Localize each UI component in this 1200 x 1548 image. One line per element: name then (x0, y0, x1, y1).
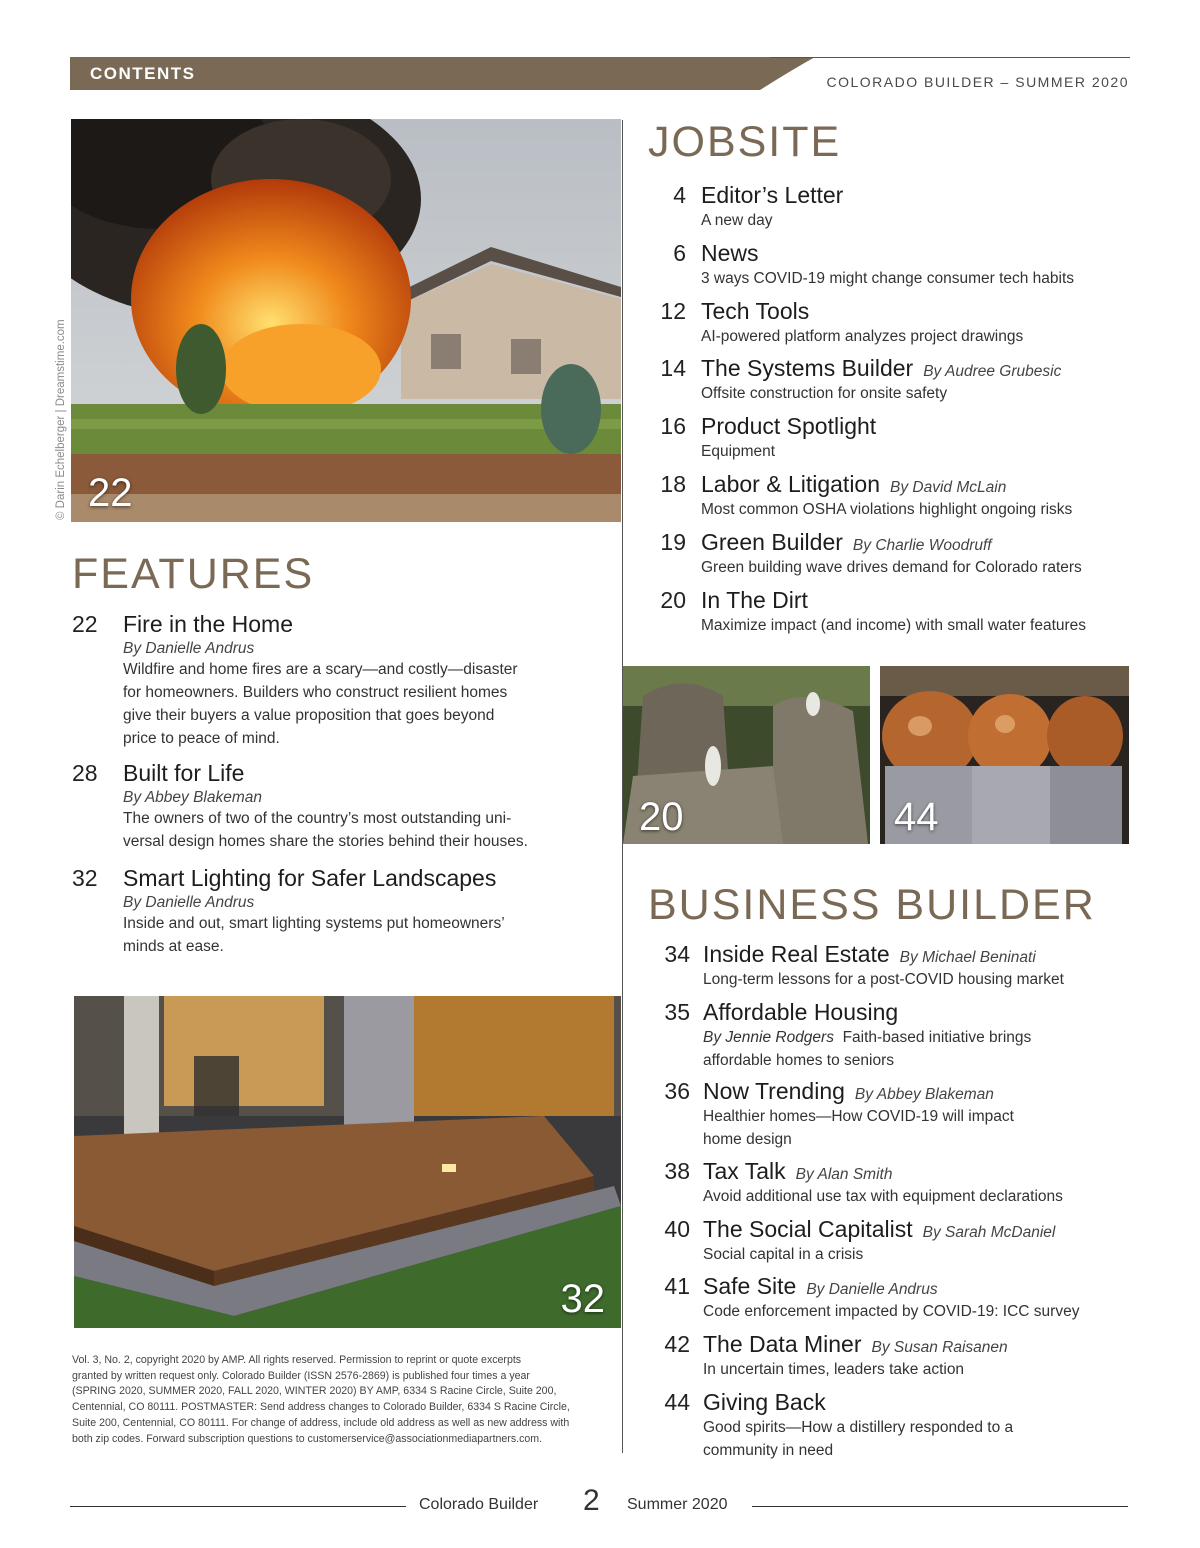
business-author: By Jennie Rodgers (703, 1029, 834, 1046)
business-page-number: 42 (664, 1331, 690, 1357)
business-author: By Danielle Andrus (806, 1281, 938, 1298)
jobsite-description: Offsite construction for onsite safety (701, 385, 948, 403)
business-page-number: 35 (664, 999, 690, 1025)
business-title-line (703, 1158, 1130, 1185)
jobsite-entry (650, 471, 1130, 521)
distillery-photo (880, 666, 1129, 844)
feature-body (123, 760, 592, 853)
business-title-line (703, 1389, 1130, 1416)
jobsite-entry (650, 240, 1130, 290)
business-title: Now Trending (703, 1078, 845, 1104)
jobsite-page-number: 6 (673, 239, 686, 266)
jobsite-body (701, 529, 1130, 579)
business-title: Giving Back (703, 1389, 826, 1415)
jobsite-body (701, 298, 1130, 348)
fire-photo-page-number: 22 (88, 471, 133, 515)
business-description-line: community in need (703, 1442, 834, 1459)
feature-body (123, 865, 592, 958)
jobsite-page-number: 20 (660, 586, 686, 613)
business-entry (650, 941, 1130, 991)
feature-description-line: The owners of two of the country’s most outstanding uni- (123, 810, 512, 827)
jobsite-entry (650, 355, 1130, 405)
feature-title: Built for Life (123, 760, 245, 786)
jobsite-title-line (701, 587, 1130, 614)
business-description-line: Code enforcement impacted by COVID-19: ICC survey (703, 1303, 1080, 1320)
jobsite-title-line (701, 413, 1130, 440)
business-body (703, 999, 1130, 1072)
feature-page-number: 22 (72, 611, 98, 637)
business-title: Inside Real Estate (703, 941, 890, 967)
jobsite-title-line (701, 298, 1130, 325)
business-author: By Susan Raisanen (871, 1339, 1008, 1356)
business-entry (650, 1078, 1130, 1151)
jobsite-description: A new day (701, 212, 773, 229)
footer-magazine-name: Colorado Builder (419, 1496, 539, 1513)
jobsite-body (701, 182, 1130, 232)
jobsite-body (701, 471, 1130, 521)
feature-entry (72, 760, 592, 853)
feature-entry (72, 865, 592, 958)
feature-byline: By Danielle Andrus (123, 894, 255, 911)
contents-label: CONTENTS (90, 64, 196, 83)
fineprint-line: Vol. 3, No. 2, copyright 2020 by AMP. All rights reserved. Permission to reprint or quote excerpts (72, 1354, 522, 1366)
fineprint-line: Centennial, CO 80111. POSTMASTER: Send address changes to Colorado Builder, 6334 S Racine Circle, (72, 1401, 570, 1414)
business-author: By Michael Beninati (899, 949, 1036, 966)
jobsite-title: Product Spotlight (701, 413, 877, 440)
jobsite-title-line (701, 182, 1130, 209)
business-description-line: Healthier homes—How COVID-19 will impact (703, 1108, 1014, 1125)
business-title: Tax Talk (703, 1158, 786, 1184)
business-description-line: Good spirits—How a distillery responded to a (703, 1419, 1014, 1436)
distillery-photo-page-number: 44 (894, 795, 939, 839)
business-description-line: affordable homes to seniors (703, 1052, 894, 1069)
feature-byline: By Danielle Andrus (123, 640, 255, 657)
business-description-line: Avoid additional use tax with equipment declarations (703, 1188, 1063, 1205)
business-body (703, 1389, 1130, 1462)
business-builder-title: BUSINESS BUILDER (648, 881, 1096, 929)
business-page-number: 36 (664, 1078, 690, 1104)
jobsite-body (701, 240, 1130, 290)
business-page-number: 40 (664, 1216, 690, 1242)
business-page-number: 34 (664, 941, 690, 967)
jobsite-description: Equipment (701, 443, 776, 461)
jobsite-entry (650, 182, 1130, 232)
jobsite-title: Green Builder (701, 528, 843, 555)
business-page-number: 38 (664, 1158, 690, 1184)
fire-photo (71, 119, 621, 522)
business-body (703, 1078, 1130, 1151)
jobsite-body (701, 355, 1130, 405)
jobsite-author: By Audree Grubesic (923, 363, 1062, 381)
jobsite-page-number: 18 (660, 471, 686, 497)
business-title-line (703, 1078, 1130, 1105)
jobsite-title-line (701, 355, 1130, 382)
business-entry (650, 1158, 1130, 1208)
jobsite-title: Tech Tools (701, 297, 810, 324)
business-author: By Abbey Blakeman (854, 1086, 994, 1103)
business-entry (650, 999, 1130, 1072)
jobsite-description: Maximize impact (and income) with small water features (701, 616, 1087, 634)
business-title-line (703, 999, 1130, 1026)
business-body (703, 941, 1130, 991)
jobsite-title: Labor & Litigation (701, 471, 881, 497)
feature-body (123, 611, 592, 750)
business-title-line (703, 1273, 1130, 1300)
business-page-number: 44 (664, 1389, 690, 1415)
jobsite-entry (650, 587, 1130, 637)
feature-description-line: versal design homes share the stories behind their houses. (123, 833, 528, 850)
jobsite-body (701, 413, 1130, 463)
feature-description-line: Inside and out, smart lighting systems put homeowners’ (123, 915, 505, 932)
business-title-line (703, 1216, 1130, 1243)
jobsite-title: JOBSITE (648, 118, 842, 166)
jobsite-title-line (701, 471, 1130, 498)
business-entry (650, 1331, 1130, 1381)
business-description-start: Faith-based initiative brings (842, 1029, 1032, 1046)
feature-description-line: minds at ease. (123, 938, 224, 955)
footer-rule-left (70, 1506, 406, 1507)
business-body (703, 1331, 1130, 1381)
business-entry (650, 1216, 1130, 1266)
feature-description-line: give their buyers a value proposition that goes beyond (123, 707, 495, 724)
jobsite-page-number: 19 (660, 528, 686, 555)
jobsite-title: In The Dirt (701, 586, 808, 613)
fineprint-line: Suite 200, Centennial, CO 80111. For change of address, include old address as well as new address with (72, 1416, 570, 1429)
jobsite-title: News (701, 239, 759, 266)
feature-description-line: price to peace of mind. (123, 730, 280, 747)
business-description-line: In uncertain times, leaders take action (703, 1361, 965, 1378)
business-entry (650, 1273, 1130, 1323)
features-title: FEATURES (72, 550, 315, 598)
jobsite-description: Most common OSHA violations highlight ongoing risks (701, 501, 1073, 518)
deck-photo (74, 996, 621, 1328)
footer-page-number: 2 (583, 1484, 600, 1517)
jobsite-page-number: 16 (660, 413, 686, 440)
business-body (703, 1158, 1130, 1208)
business-title-line (703, 1331, 1130, 1358)
business-title: Affordable Housing (703, 999, 899, 1025)
footer-issue: Summer 2020 (627, 1496, 728, 1513)
feature-page-number: 28 (72, 760, 98, 786)
jobsite-description: 3 ways COVID-19 might change consumer tech habits (701, 269, 1075, 287)
jobsite-author: By David McLain (890, 479, 1007, 496)
jobsite-page-number: 14 (660, 355, 686, 382)
feature-entry (72, 611, 592, 750)
fineprint-line: granted by written request only. Colorado Builder (ISSN 2576-2869) is published four times a year (72, 1369, 530, 1382)
jobsite-entry (650, 413, 1130, 463)
magazine-issue-label: COLORADO BUILDER – SUMMER 2020 (826, 74, 1129, 90)
photo-credit: © Darin Echelberger | Dreamstime.com (55, 319, 67, 520)
jobsite-title: The Systems Builder (701, 355, 914, 382)
business-title-line (703, 941, 1130, 968)
fountain-photo-page-number: 20 (639, 795, 684, 839)
jobsite-page-number: 4 (673, 182, 686, 208)
business-page-number: 41 (664, 1273, 690, 1299)
feature-description-line: Wildfire and home fires are a scary—and costly—disaster (123, 661, 518, 678)
fountain-photo (623, 666, 870, 844)
feature-byline: By Abbey Blakeman (123, 789, 263, 806)
business-title: The Data Miner (703, 1331, 862, 1357)
jobsite-entry (650, 298, 1130, 348)
jobsite-title-line (701, 529, 1130, 556)
feature-title: Smart Lighting for Safer Landscapes (123, 865, 497, 891)
business-description-line: Social capital in a crisis (703, 1246, 864, 1263)
fineprint-line: both zip codes. Forward subscription questions to customerservice@associationmediapartners.com. (72, 1432, 543, 1445)
deck-photo-page-number: 32 (560, 1277, 605, 1321)
business-title: Safe Site (703, 1273, 797, 1299)
business-body (703, 1216, 1130, 1266)
business-description-line: Long-term lessons for a post-COVID housing market (703, 971, 1064, 988)
copyright-fineprint (72, 1353, 612, 1447)
business-body (703, 1273, 1130, 1323)
business-author: By Sarah McDaniel (922, 1224, 1056, 1241)
business-description-line: home design (703, 1131, 792, 1148)
business-entry (650, 1389, 1130, 1462)
jobsite-entry (650, 529, 1130, 579)
jobsite-description: AI-powered platform analyzes project drawings (701, 327, 1024, 345)
business-title: The Social Capitalist (703, 1216, 913, 1242)
business-byline-line (703, 1027, 1130, 1049)
jobsite-description: Green building wave drives demand for Colorado raters (701, 558, 1082, 576)
jobsite-body (701, 587, 1130, 637)
feature-title: Fire in the Home (123, 611, 294, 637)
jobsite-page-number: 12 (660, 297, 686, 324)
business-author: By Alan Smith (795, 1166, 893, 1183)
feature-page-number: 32 (72, 865, 98, 891)
footer-rule-right (752, 1506, 1128, 1507)
feature-description-line: for homeowners. Builders who construct resilient homes (123, 684, 508, 701)
jobsite-author: By Charlie Woodruff (852, 536, 992, 554)
fineprint-line: (SPRING 2020, SUMMER 2020, FALL 2020, WINTER 2020) BY AMP, 6334 S Racine Circle, Suite 200, (72, 1385, 557, 1398)
jobsite-title-line (701, 240, 1130, 267)
jobsite-title: Editor’s Letter (701, 182, 844, 208)
